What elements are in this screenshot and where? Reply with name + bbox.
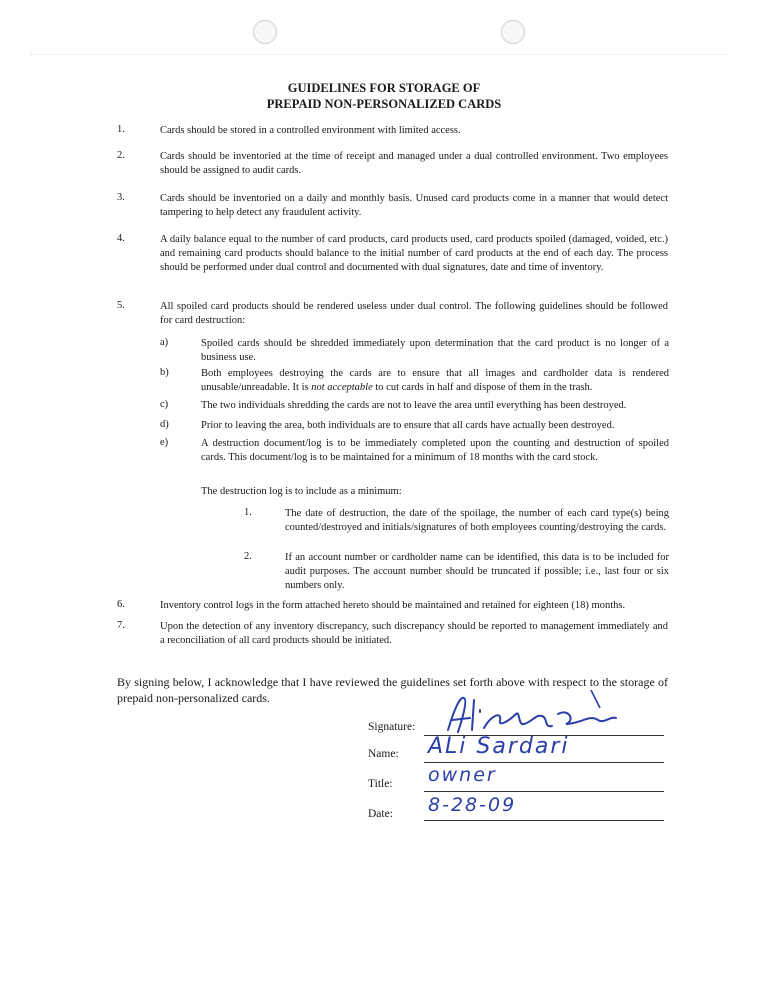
punch-hole-right xyxy=(501,20,525,44)
subitem-text: A destruction document/log is to be immediately completed upon the counting and destruction of spoiled cards. This document/log is to be maintained for a minimum of 18 months with the card stock. xyxy=(201,438,669,463)
subitem-text: Spoiled cards should be shredded immediately upon determination that the card product is no longer of a business use. xyxy=(201,338,669,363)
date-line xyxy=(424,820,664,821)
acknowledgement-text: By signing below, I acknowledge that I have reviewed the guidelines set forth above with respect to the storage of prepaid non-personalized cards. xyxy=(117,675,668,705)
subitem-letter: c) xyxy=(160,399,169,410)
item-text: Cards should be inventoried on a daily and monthly basis. Unused card products come in a manner that would detect tampering to help detect any fraudulent activity. xyxy=(160,193,668,218)
subitem-letter: d) xyxy=(160,419,169,430)
item-number: 5. xyxy=(117,300,125,311)
name-value: ALi Sardari xyxy=(428,734,570,759)
doc-title-line1: GUIDELINES FOR STORAGE OF xyxy=(287,81,481,95)
item-number: 7. xyxy=(117,620,125,631)
title-value: owner xyxy=(428,764,497,786)
destruction-log-intro: The destruction log is to include as a minimum: xyxy=(201,486,402,497)
date-label: Date: xyxy=(368,808,393,820)
item-text: All spoiled card products should be rendered useless under dual control. The following guidelines should be followed for card destruction: xyxy=(160,301,668,326)
item-text: Upon the detection of any inventory discrepancy, such discrepancy should be reported to management immediately and a reconciliation of all card products should be initiated. xyxy=(160,621,668,646)
item-number: 2. xyxy=(117,150,125,161)
name-label: Name: xyxy=(368,748,399,760)
punch-hole-left xyxy=(253,20,277,44)
title-line xyxy=(424,791,664,792)
name-line xyxy=(424,762,664,763)
item-text: Inventory control logs in the form attached hereto should be maintained and retained for eighteen (18) months. xyxy=(160,600,626,611)
date-value: 8-28-09 xyxy=(428,794,517,816)
subitem-text xyxy=(201,367,669,395)
log-item-text: The date of destruction, the date of the spoilage, the number of each card type(s) being counted/destroyed and initials/signatures of both employees counting/destroying the cards. xyxy=(285,508,669,533)
item-text: A daily balance equal to the number of card products, card products used, card products spoiled (damaged, voided, etc.) and remaining card products should balance to the initial number of card products at the end of each day. The process should be performed under dual control and documented with dual signatures, date and time of inventory. xyxy=(160,234,668,273)
scan-artifact-line xyxy=(30,54,730,56)
signature-label: Signature: xyxy=(368,721,416,733)
item-number: 6. xyxy=(117,599,125,610)
subitem-letter: a) xyxy=(160,337,169,348)
item-number: 1. xyxy=(117,124,125,135)
item-number: 3. xyxy=(117,192,125,203)
emphasis-text: not acceptable xyxy=(311,382,373,393)
item-text: Cards should be inventoried at the time of receipt and managed under a dual controlled environment. Two employees should be assigned to audit cards. xyxy=(160,151,668,176)
subitem-text: Prior to leaving the area, both individuals are to ensure that all cards have actually been destroyed. xyxy=(201,420,615,431)
log-item-number: 2. xyxy=(244,551,252,562)
item-text: Cards should be stored in a controlled environment with limited access. xyxy=(160,125,461,136)
subitem-letter: b) xyxy=(160,367,169,378)
title-label: Title: xyxy=(368,778,393,790)
handwritten-signature xyxy=(440,690,640,740)
subitem-text: The two individuals shredding the cards are not to leave the area until everything has been destroyed. xyxy=(201,400,627,411)
subitem-text-part: Both employees destroying the cards are to ensure that all images and cardholder data is rendered unusable/unreadable. It is xyxy=(201,368,669,393)
subitem-letter: e) xyxy=(160,437,169,448)
doc-title-line2: PREPAID NON-PERSONALIZED CARDS xyxy=(266,97,502,111)
subitem-text-part: to cut cards in half and dispose of them in the trash. xyxy=(372,382,593,393)
item-number: 4. xyxy=(117,233,125,244)
log-item-text: If an account number or cardholder name can be identified, this data is to be included for audit purposes. The account number should be truncated if possible; i.e., last four or six numbers only. xyxy=(285,552,669,591)
log-item-number: 1. xyxy=(244,507,252,518)
